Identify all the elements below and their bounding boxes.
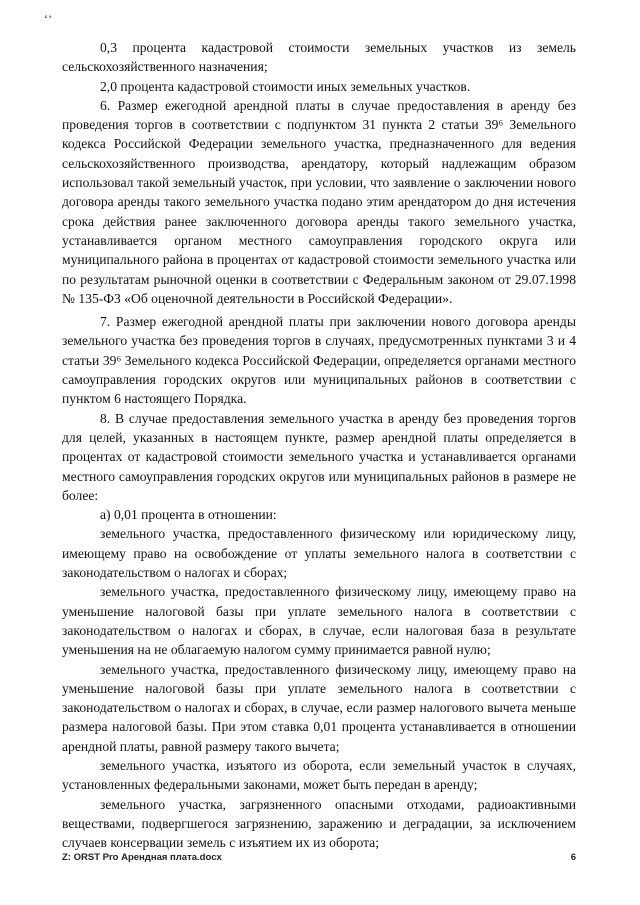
paragraph-3: 6. Размер ежегодной арендной платы в случае предоставления в аренду без проведения торгов в соответствии с подпунктом 31 пункта 2 статьи 39⁶ Земельного кодекса Российской Федерации земельного участка, предназначенного для ведения сельскохозяйственного производства, арендатору, который надлежащим образом использовал такой земельный участок, при условии, что заявление о заключении нового договора аренды такого земельного участка подано этим арендатором до дня истечения срока действия ранее заключенного договора аренды такого земельного участка, устанавливается органом местного самоуправления городского округа или муниципального района в процентах от кадастровой стоимости земельного участка или по результатам рыночной оценки в соответствии с Федеральным законом от 29.07.1998 № 135-ФЗ «Об оценочной деятельности в Российской Федерации». bbox=[62, 97, 576, 306]
paragraph-2: 2,0 процента кадастровой стоимости иных земельных участков. bbox=[100, 78, 471, 94]
footer-filename: Z: ORST Pro Арендная плата.docx bbox=[62, 852, 222, 863]
paragraph-8: земельного участка, предоставленного физическому лицу, имеющему право на уменьшение налоговой базы при уплате земельного налога в соответствии с законодательством о налогах и сборах, в случае, если налоговая база в результате уменьшения на не облагаемую налогом сумму принимается равной нулю; bbox=[62, 584, 576, 658]
paragraph-6: а) 0,01 процента в отношении: bbox=[100, 507, 277, 523]
paragraph-1: 0,3 процента кадастровой стоимости земельных участков из земель сельскохозяйственного назначения; bbox=[62, 40, 576, 75]
paragraph-10: земельного участка, изъятого из оборота, если земельный участок в случаях, установленных федеральными законами, может быть передан в аренду; bbox=[62, 757, 576, 793]
paragraph-9: земельного участка, предоставленного физическому лицу, имеющему право на уменьшение налоговой базы при уплате земельного налога в соответствии с законодательством о налогах и сборах, в случае, если размер налогового вычета меньше размера налоговой базы. При этом ставка 0,01 процента устанавливается в отношении арендной платы, равной размеру такого вычета; bbox=[62, 661, 576, 754]
document-body bbox=[62, 38, 576, 852]
paragraph-4: 7. Размер ежегодной арендной платы при заключении нового договора аренды земельного участка без проведения торгов в случаях, предусмотренных пунктами 3 и 4 статьи 39⁶ Земельного кодекса Российской Федерации, определяется органами местного самоуправления городских округов или муниципальных районов в соответствии с пунктом 6 настоящего Порядка. bbox=[62, 314, 576, 407]
corner-mark: ‘’ bbox=[44, 12, 52, 26]
page-footer bbox=[62, 852, 576, 863]
paragraph-5: 8. В случае предоставления земельного участка в аренду без проведения торгов для целей, указанных в настоящем пункте, размер арендной платы определяется в процентах от кадастровой стоимости земельного участка и устанавливается органами местного самоуправления городских округов или муниципальных районов в размере не более: bbox=[62, 410, 576, 503]
paragraph-7: земельного участка, предоставленного физическому или юридическому лицу, имеющему право на освобождение от уплаты земельного налога в соответствии с законодательством о налогах и сборах; bbox=[62, 526, 576, 581]
page-number: 6 bbox=[570, 852, 576, 863]
paragraph-11: земельного участка, загрязненного опасными отходами, радиоактивными веществами, подвергшегося загрязнению, заражению и деградации, за исключением случаев консервации земель с изъятием их из оборота; bbox=[62, 796, 576, 851]
